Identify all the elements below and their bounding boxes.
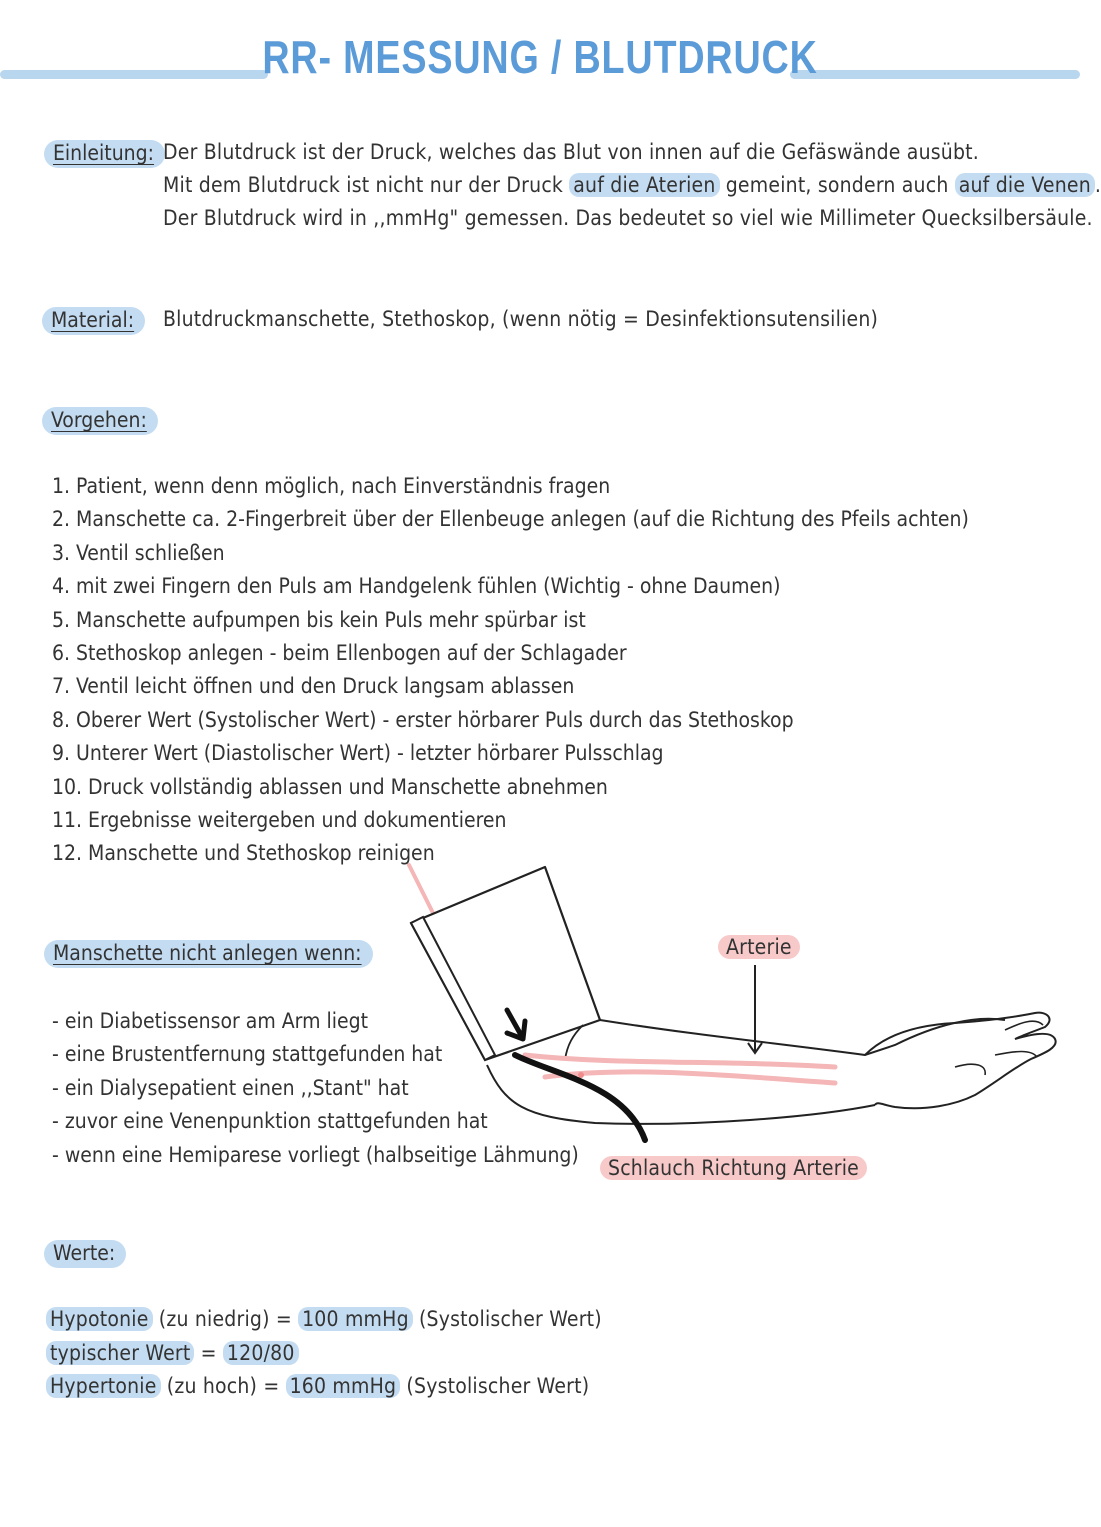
procedure-steps [52,470,969,871]
hypotonie-value: 100 mmHg [298,1307,413,1331]
intro-line-2-c: . [1094,173,1101,197]
page-title: RR- MESSUNG / BLUTDRUCK [262,31,818,83]
hypertonie-note: (Systolischer Wert) [400,1374,590,1398]
hypotonie-text: (zu niedrig) = [152,1307,299,1331]
contraindication-item: - ein Diabetissensor am Arm liegt [52,1009,369,1033]
hypertonie-term: Hypertonie [46,1374,161,1398]
arm-cuff-diagram [395,855,1075,1195]
typical-text: = [194,1341,223,1365]
contraindication-item: - zuvor eine Venenpunktion stattgefunden hat [52,1109,488,1134]
highlight-veins: auf die Venen [955,173,1095,197]
value-hypertonie [46,1374,589,1398]
procedure-step: 3. Ventil schließen [52,540,225,565]
procedure-step: 7. Ventil leicht öffnen und den Druck langsam ablassen [52,674,575,699]
cuff-tube-pink [409,865,435,917]
hypertonie-text: (zu hoch) = [160,1374,286,1398]
procedure-step: 4. mit zwei Fingern den Puls am Handgelenk fühlen (Wichtig - ohne Daumen) [52,574,781,599]
procedure-step: 1. Patient, wenn denn möglich, nach Einverständnis fragen [52,474,611,498]
contraindication-item: - eine Brustentfernung stattgefunden hat [52,1042,443,1067]
hose-label [600,1156,867,1180]
hand-fingers [955,1021,1043,1075]
procedure-label: Vorgehen: [42,407,158,435]
intro-line-2 [163,173,1101,197]
hypotonie-note: (Systolischer Wert) [412,1307,602,1331]
procedure-step: 5. Manschette aufpumpen bis kein Puls mehr spürbar ist [52,607,586,632]
highlight-arteries: auf die Aterien [569,173,719,197]
material-text: Blutdruckmanschette, Stethoskop, (wenn nötig = Desinfektionsutensilien) [163,307,879,331]
artery-upper [525,1055,835,1067]
procedure-step: 2. Manschette ca. 2-Fingerbreit über der Ellenbeuge anlegen (auf die Richtung des Pfeils achten) [52,507,969,532]
procedure-step: 10. Druck vollständig ablassen und Manschette abnehmen [52,774,608,799]
procedure-step: 12. Manschette und Stethoskop reinigen [52,841,435,866]
artery-label-text: Arterie [718,935,800,959]
procedure-step: 11. Ergebnisse weitergeben und dokumentieren [52,807,507,832]
intro-line-3: Der Blutdruck wird in ,,mmHg" gemessen. Das bedeutet so viel wie Millimeter Quecksilbersäule. [163,206,1093,230]
contraindication-item: - ein Dialysepatient einen ,,Stant" hat [52,1075,409,1100]
intro-line-2-b: gemeint, sondern auch [719,173,955,197]
values-label: Werte: [44,1240,126,1268]
contraindication-item: - wenn eine Hemiparese vorliegt (halbseitige Lähmung) [52,1142,579,1167]
hose [515,1055,645,1140]
material-label: Material: [42,307,145,335]
intro-line-1: Der Blutdruck ist der Druck, welches das Blut von innen auf die Gefäswände ausübt. [163,140,979,164]
value-hypotonie [46,1307,602,1331]
artery-label [718,935,800,959]
hypotonie-term: Hypotonie [46,1307,153,1331]
procedure-step: 8. Oberer Wert (Systolischer Wert) - erster hörbarer Puls durch das Stethoskop [52,707,794,732]
value-typical [46,1341,299,1365]
hose-label-text: Schlauch Richtung Arterie [600,1156,867,1180]
artery-point [578,1072,584,1078]
procedure-step: 6. Stethoskop anlegen - beim Ellenbogen auf der Schlagader [52,640,627,665]
intro-label: Einleitung: [44,140,165,168]
typical-term: typischer Wert [46,1341,194,1365]
hypertonie-value: 160 mmHg [286,1374,401,1398]
typical-value: 120/80 [223,1341,299,1365]
hand-outline [865,1013,1056,1109]
procedure-step: 9. Unterer Wert (Diastolischer Wert) - letzter hörbarer Pulsschlag [52,741,664,766]
artery-lower [545,1072,835,1083]
contraindications-label: Manschette nicht anlegen wenn: [44,940,373,968]
intro-line-2-a: Mit dem Blutdruck ist nicht nur der Druck [163,173,570,197]
